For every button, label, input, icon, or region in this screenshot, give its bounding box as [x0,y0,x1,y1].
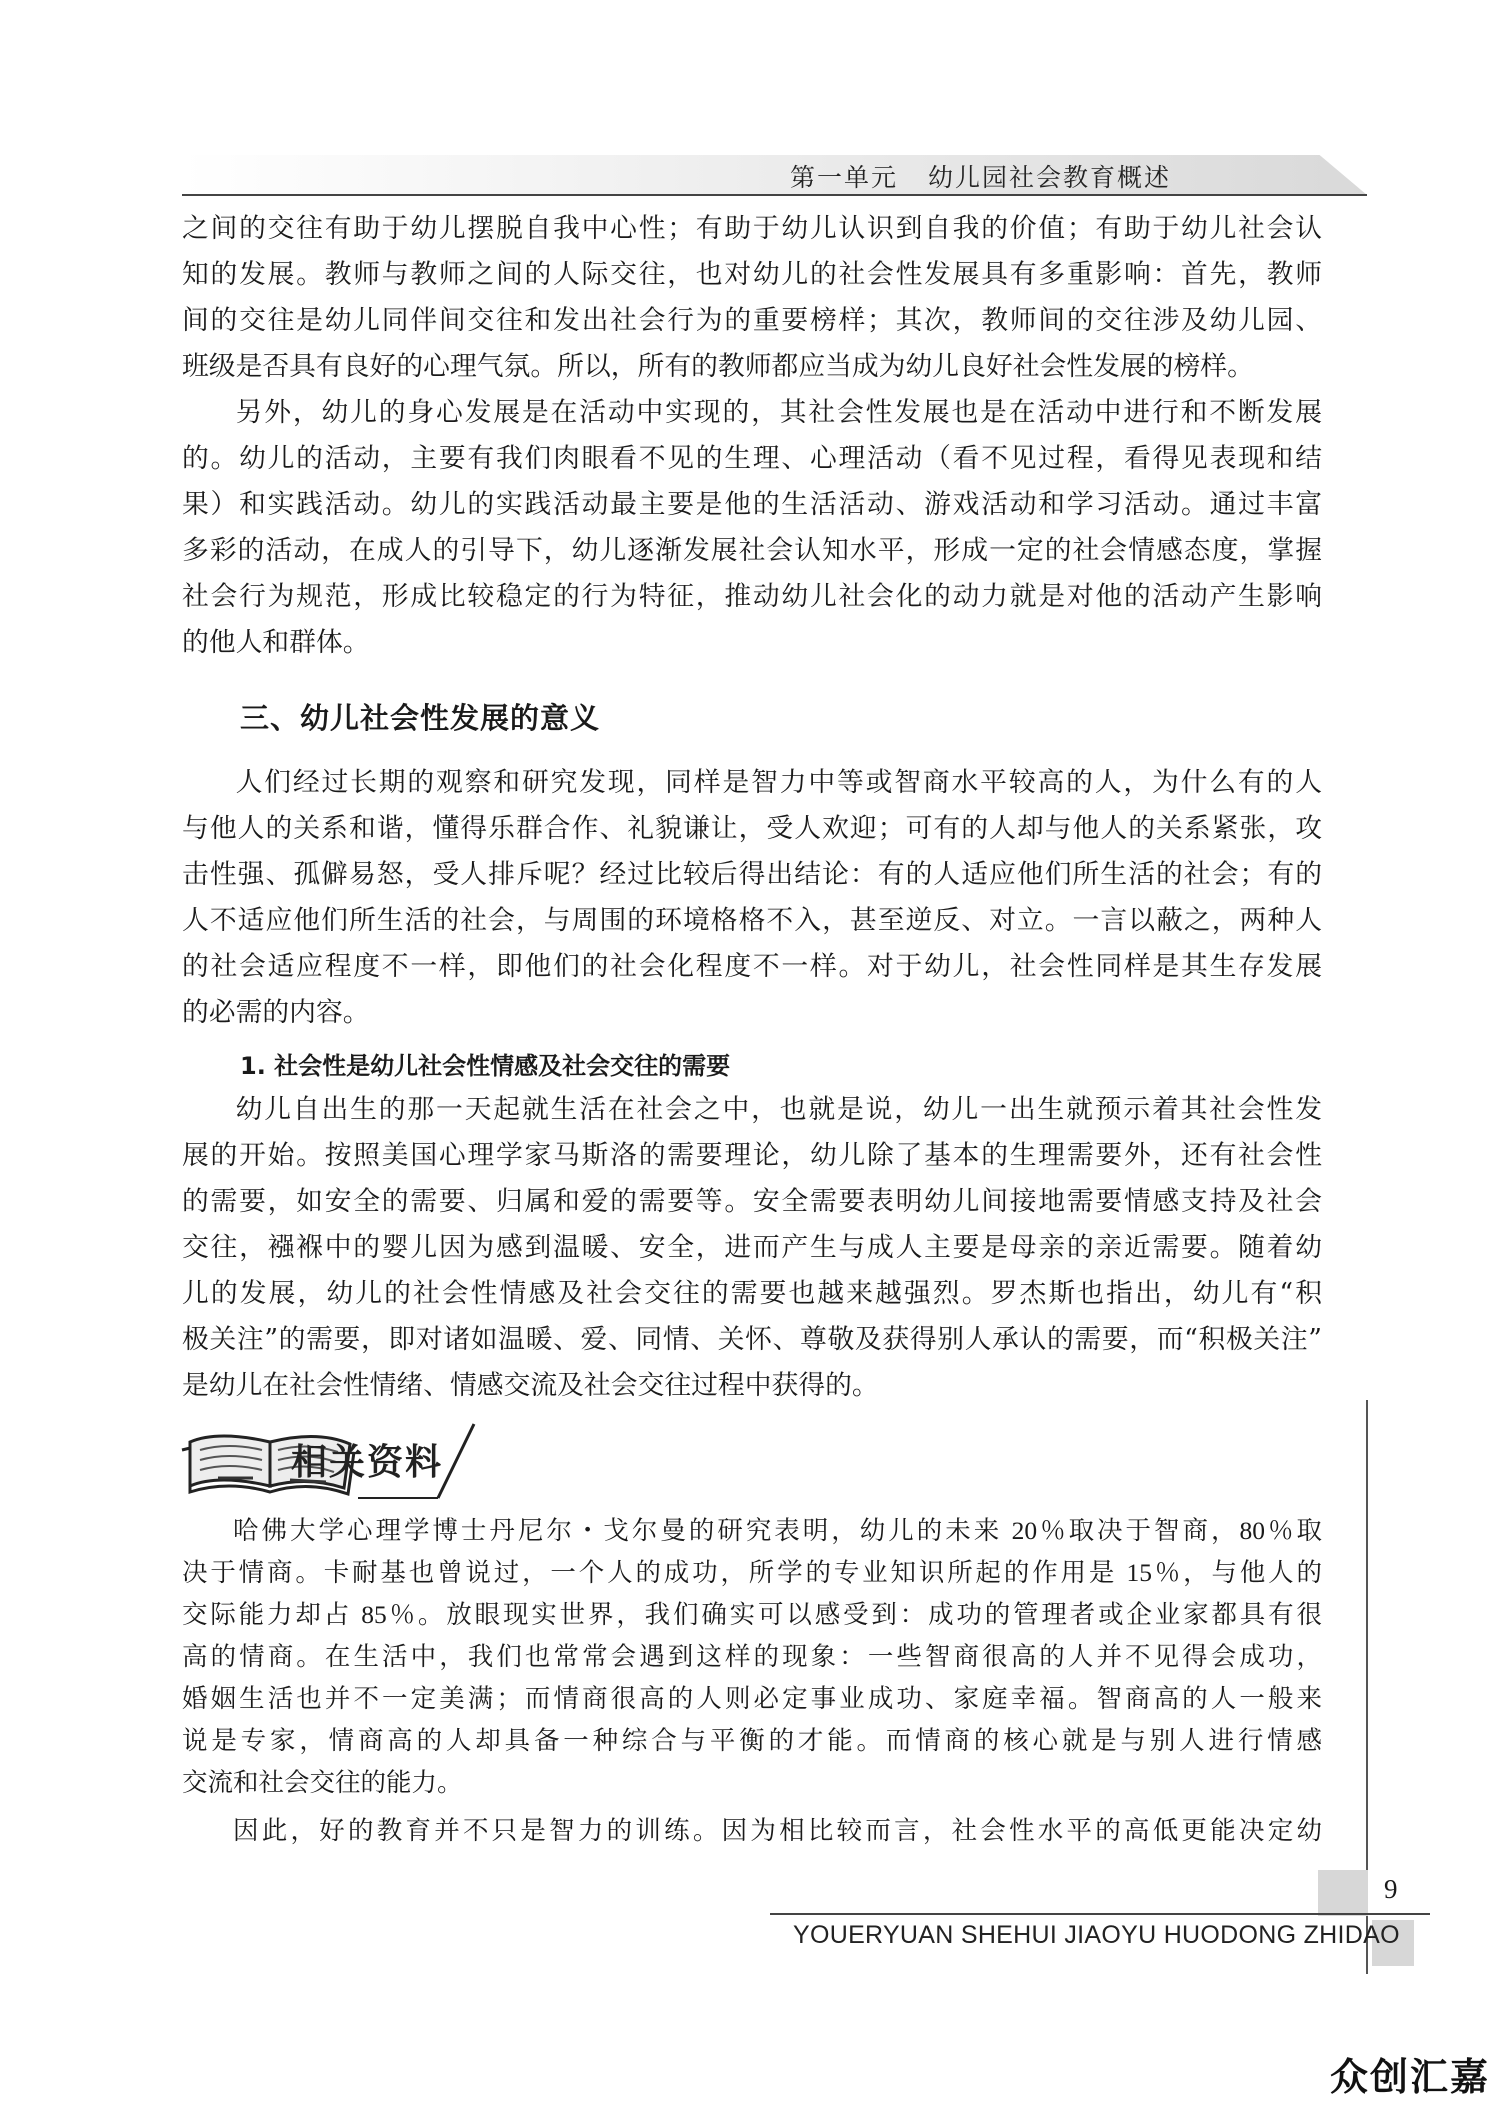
text-line: 社会行为规范，形成比较稳定的行为特征，推动幼儿社会化的动力就是对他的活动产生影响 [182,581,1322,612]
material-paragraph-2 [182,1810,1322,1852]
unit-label: 第一单元 [790,163,899,192]
text-line: 的需要，如安全的需要、归属和爱的需要等。安全需要表明幼儿间接地需要情感支持及社会 [182,1186,1322,1217]
text-line: 说是专家，情商高的人却具备一种综合与平衡的才能。而情商的核心就是与别人进行情感 [182,1726,1322,1755]
text-line: 的他人和群体。 [182,627,370,658]
text-line: 知的发展。教师与教师之间的人际交往，也对幼儿的社会性发展具有多重影响：首先，教师 [182,259,1322,290]
text-line: 哈佛大学心理学博士丹尼尔・戈尔曼的研究表明，幼儿的未来 20％取决于智商，80％取 [233,1516,1322,1545]
related-material-title: 相关资料 [291,1442,444,1483]
material-paragraph-1 [182,1510,1322,1804]
chapter-title: 幼儿园社会教育概述 [928,163,1172,192]
text-line: 交往，襁褓中的婴儿因为感到温暖、安全，进而产生与成人主要是母亲的亲近需要。随着幼 [182,1232,1322,1263]
subheading: 1. 社会性是幼儿社会性情感及社会交往的需要 [240,1052,731,1080]
text-line: 幼儿自出生的那一天起就生活在社会之中，也就是说，幼儿一出生就预示着其社会性发 [235,1094,1322,1125]
text-line: 果）和实践活动。幼儿的实践活动最主要是他的生活活动、游戏活动和学习活动。通过丰富 [182,489,1322,520]
footer-pinyin: YOUERYUAN SHEHUI JIAOYU HUODONG ZHIDAO [793,1921,1400,1949]
text-line: 交流和社会交往的能力。 [182,1768,463,1797]
page-number-box [1318,1870,1368,1916]
paragraph-1 [182,206,1322,390]
text-line: 的。幼儿的活动，主要有我们肉眼看不见的生理、心理活动（看不见过程，看得见表现和结 [182,443,1322,474]
text-line: 人们经过长期的观察和研究发现，同样是智力中等或智商水平较高的人，为什么有的人 [235,767,1322,798]
text-line: 多彩的活动，在成人的引导下，幼儿逐渐发展社会认知水平，形成一定的社会情感态度，掌握 [182,535,1322,566]
section-heading: 三、幼儿社会性发展的意义 [240,701,601,735]
paragraph-2 [182,390,1322,666]
body-text-2 [182,760,1322,1036]
text-line: 击性强、孤僻易怒，受人排斥呢？经过比较后得出结论：有的人适应他们所生活的社会；有的 [182,859,1322,890]
text-line: 人不适应他们所生活的社会，与周围的环境格格不入，甚至逆反、对立。一言以蔽之，两种人 [182,905,1322,936]
paragraph-3 [182,760,1322,1036]
text-line: 与他人的关系和谐，懂得乐群合作、礼貌谦让，受人欢迎；可有的人却与他人的关系紧张，攻 [182,813,1322,844]
header-rule [182,194,1367,196]
text-line: 高的情商。在生活中，我们也常常会遇到这样的现象：一些智商很高的人并不见得会成功， [182,1642,1322,1671]
text-line: 儿的发展，幼儿的社会性情感及社会交往的需要也越来越强烈。罗杰斯也指出，幼儿有“积 [182,1278,1322,1309]
text-line: 交际能力却占 85％。放眼现实世界，我们确实可以感受到：成功的管理者或企业家都具有很 [182,1600,1322,1629]
text-line: 另外，幼儿的身心发展是在活动中实现的，其社会性发展也是在活动中进行和不断发展 [235,397,1322,428]
related-material-text [182,1510,1322,1852]
text-line: 之间的交往有助于幼儿摆脱自我中心性；有助于幼儿认识到自我的价值；有助于幼儿社会认 [182,213,1322,244]
text-line: 决于情商。卡耐基也曾说过，一个人的成功，所学的专业知识所起的作用是 15％，与他人的 [182,1558,1322,1587]
text-line: 间的交往是幼儿同伴间交往和发出社会行为的重要榜样；其次，教师间的交往涉及幼儿园、 [182,305,1322,336]
running-header [790,158,1171,194]
text-line: 婚姻生活也并不一定美满；而情商很高的人则必定事业成功、家庭幸福。智商高的人一般来 [182,1684,1322,1713]
text-line: 极关注”的需要，即对诸如温暖、爱、同情、关怀、尊敬及获得别人承认的需要，而“积极关注” [182,1324,1322,1355]
text-line: 是幼儿在社会性情绪、情感交流及社会交往过程中获得的。 [182,1370,879,1401]
paragraph-4 [182,1087,1322,1409]
text-line: 因此，好的教育并不只是智力的训练。因为相比较而言，社会性水平的高低更能决定幼 [233,1816,1322,1845]
text-line: 展的开始。按照美国心理学家马斯洛的需要理论，幼儿除了基本的生理需要外，还有社会性 [182,1140,1322,1171]
header-band [182,155,1367,195]
body-text [182,206,1322,666]
footer-rule [770,1913,1430,1915]
watermark: 众创汇嘉 [1330,2055,1491,2099]
text-line: 班级是否具有良好的心理气氛。所以，所有的教师都应当成为幼儿良好社会性发展的榜样。 [182,351,1254,382]
body-text-3 [182,1087,1322,1409]
text-line: 的必需的内容。 [182,997,370,1028]
text-line: 的社会适应程度不一样，即他们的社会化程度不一样。对于幼儿，社会性同样是其生存发展 [182,951,1322,982]
page-number: 9 [1384,1874,1398,1904]
